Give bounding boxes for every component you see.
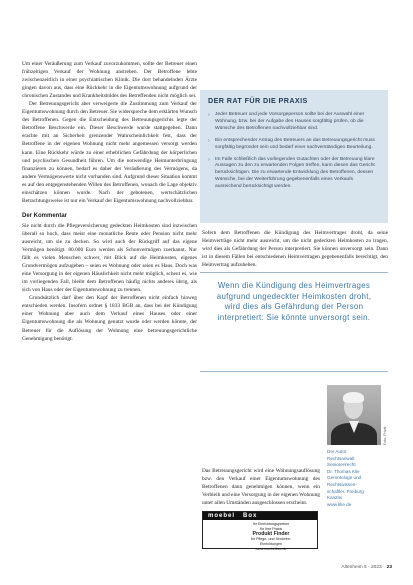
ad-line: für Ihre Praxis	[259, 526, 283, 531]
chevron-right-icon: ›	[208, 156, 210, 163]
right-article-column-top	[202, 229, 388, 269]
ad-logo-secondary: Box	[243, 513, 258, 519]
tips-box-title: DER RAT FÜR DIE PRAXIS	[208, 96, 308, 105]
author-role: Der Autor:	[327, 449, 348, 454]
ad-logo: moebel	[208, 513, 236, 519]
list-item	[208, 157, 380, 192]
advertisement-box[interactable]	[202, 511, 318, 549]
pull-quote-text: Wenn die Kündigung des Heimvertrages aufgrund ungedeckter Heimkosten droht, wird dies als Gefährdung der Person interpretiert: Sie könnte unversorgt sein.	[216, 281, 372, 322]
pull-quote	[200, 272, 388, 372]
ad-line: Ihr Einrichtungspartner	[252, 522, 290, 526]
paragraph: Grundsätzlich darf über den Kopf der Betroffenen nicht einfach hinweg entschieden werden. Insofern ordnet § 1833 BGB an, dass bei der Kündigung einer Wohnung aber auch dem Verkauf eines Hauses oder einer Eigentumswohnung die als Wohnung genutzt wurde oder werden könnte, der Betreuer für die Auflösung der Wohnung eine betreuungsgerichtliche Genehmigung benötigt.	[22, 295, 197, 342]
issue-label: Altenheim 5 · 2023	[341, 565, 382, 570]
author-portrait	[327, 385, 381, 445]
tip-text: Jeder Betreuer und jede Vorsorgeperson sollte bei der Auswahl einer Wohnung, bzw. bei der Aufgabe des Hauses sorgfältig prüfen, ob die Wünsche des Betroffenen nachvollziehbar sind.	[215, 112, 365, 131]
page-footer	[326, 563, 392, 572]
photo-credit: Foto: Privat	[383, 426, 387, 445]
author-website-link[interactable]: www.klie.de	[327, 501, 352, 507]
author-line: Seniorenrecht	[327, 462, 356, 468]
ad-line: Einrichtungen	[260, 542, 282, 547]
author-line: Gerontologe und	[327, 475, 362, 481]
tip-text: Ein entsprechender Antrag des Betreuers an das Betreuungsgericht muss sorgfältig begründet sein und bedarf einer sachverständigen Beurteilung.	[215, 137, 375, 150]
practice-tips-box	[200, 90, 388, 223]
paragraph: Um einer Veräußerung zum Verkauf zuvorzukommen, sollte der Betreuer einen frühzeitigen Verkauf der Wohnung anstreben. Der Betroffene lebte zwischenzeitlich in einer psychiatrischen Klinik. Die dort behandelnden Ärzte gingen davon aus, dass eine Rückkehr in die Eigentumswohnung aufgrund der chronischen Zustandes und Krankheitsbildes des Betreffenden nicht möglich sei.	[22, 61, 197, 100]
ad-headline: Produkt Finder	[252, 531, 290, 538]
list-item	[208, 138, 380, 152]
section-heading-kommentar: Der Kommentar	[22, 212, 68, 219]
chevron-right-icon: ›	[208, 112, 210, 118]
left-article-column	[22, 60, 197, 343]
paragraph: Der Betreuungsgericht aber verweigerte die Zustimmung zum Verkauf der Eigentumswohnung durch den Betreuer. Sie widerspreche dem erklärten Wunsch des Betroffenen. Gegen die Entscheidung des Betreuungsgerichts legte der Betroffene Beschwerde ein. Dieser Beschwerde wurde stattgegeben. Dann erachte mit an Sicherheit grenzender Wahrscheinlichkeit fest, dass der Betroffene in der eigenen Wohnung nicht mehr angemessen versorgt werden kann. Eine Rückkehr würde zu einer erheblichen Gefährdung der körperlichen und psychischen Gesundheit führen. Um die notwendige Heimunterbringung finanzieren zu können, bedarf es daher der Veräußerung des Vermögens, da andere Vermögenswerte nicht vorhanden sind. Aufgrund dieser Situation kommt es auf den entgegenstehenden Willen des Betroffenen, wonach die Lage objektiv einschätzen können wurde. Nach der gebotenen, wertschätzlichen Betrachtungsweise ist nur ein Verkauf der Eigentumswohnung nachvollziehbar.	[22, 101, 197, 204]
author-info	[327, 449, 389, 508]
page-number: 23	[386, 565, 392, 570]
list-item	[208, 112, 380, 133]
ad-website-link[interactable]: www.moebelbox.de	[255, 546, 287, 551]
author-line: schaftler, Freiburg	[327, 488, 364, 494]
author-line: Dr. Thomas Klie	[327, 468, 360, 474]
right-article-column-bottom	[202, 467, 320, 507]
author-line: Rechtswissen-	[327, 481, 357, 487]
ad-line: für Pflege- und Senioren-	[250, 537, 292, 542]
paragraph: Sofern dem Betroffenen die Kündigung des Heimvertrages droht, da seine Heimverträge nicht mehr ausreicht, um die nicht gedeckten Heimkosten zu tragen, wird dies als Gefährdung der Person interpretiert. Sie können unversorgt sein. Dann ist in diesem Fällen bei entschiedenen Heimvertragen gegebenenfalls berechtigt, den Heimvertrag aufzuheben.	[202, 230, 388, 269]
ad-logo-band	[203, 512, 317, 520]
author-line: Rechtsanwalt	[327, 455, 355, 461]
chevron-right-icon: ›	[208, 137, 210, 144]
paragraph: Sie nicht durch die Pflegeversicherung gedeckten Heimkosten sind inzwischen überall so hoch, dass meist eine monatliche Rente oder Pension nicht mehr ausreicht, um sie zu decken. So wird auch der Rückgriff auf das eigene Vermögen benötigt. 80.000 Euro werden als Schonvermögen zuerkannt. Nur fällt es vielen Menschen schwer, mit Blick auf die Heimkosten, eigenes Grundvermögen aufzugeben – seien es Wohnung oder seien es Haus. Doch was eine Versorgung in der eigenen Häuslichkeit nicht mehr möglich, scheut es, wie im vorliegenden Fall, bleibt dem Betroffenen häufig nichts anderes übrig, als sich von Haus oder der Eigentumswohnung zu trennen.	[22, 222, 197, 294]
author-kanzlei: Kanzlei	[327, 495, 343, 501]
tips-list	[208, 112, 380, 191]
tip-text: Im Falle schließlich das vorliegenden Gutachten oder der Betreuung klare Aussagen zu den zu erwartenden Folgen treffen, kann diesen das Gericht berücksichtigen. Die zu erwartende Entwicklung des Betroffenen, dessen Wünsche, bei der Weiterführung gegebenenfalls eines Verkaufs ausreichend berücksichtigt werden.	[215, 156, 375, 190]
ad-text	[227, 522, 315, 552]
paragraph: Das Betreuungsgericht wird eine Wohnungsauflösung bzw. den Verkauf einer Eigentumswohnung des Betroffenen dann genehmigen können, wenn ein Verbleib und eine Versorgung in der eigenen Wohnung unter allen Umständen ausgeschlossen erscheint.	[202, 468, 320, 507]
